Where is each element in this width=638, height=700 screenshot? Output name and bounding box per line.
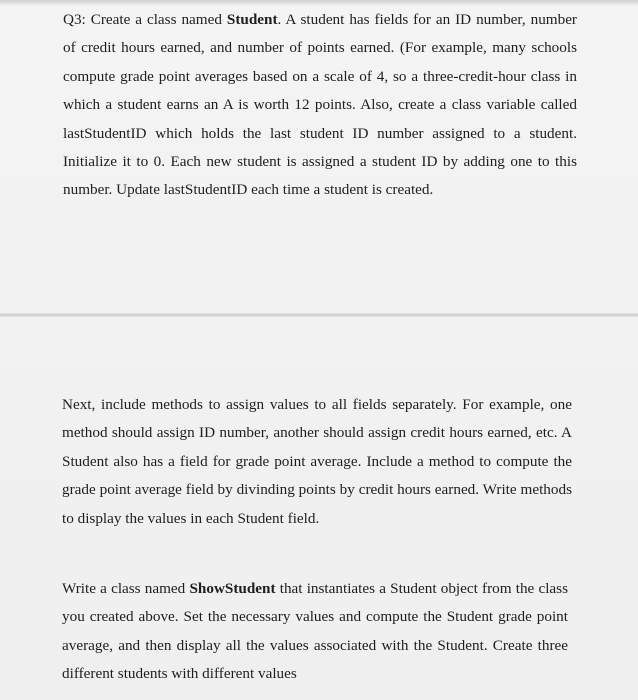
question-text-1: Q3: Create a class named bbox=[63, 11, 227, 28]
student-class-name: Student bbox=[226, 11, 278, 28]
show-text-2: that instantiates a Student object from the class you created above. Set the necessary values and compute the Student grade point average, and then display all the values associated with the Student. Create three different students with different values bbox=[62, 580, 568, 683]
show-student-paragraph bbox=[62, 575, 568, 689]
page-separator bbox=[0, 313, 638, 317]
show-student-class-name: ShowStudent bbox=[189, 580, 276, 597]
question-text-2: . A student has fields for an ID number, number of credit hours earned, and number of points earned. (For example, many schools compute grade point averages based on a scale of 4, so a three-credit-hour class in which a student earns an A is worth 12 points. Also, create a class variable called lastStudentID which holds the last student ID number assigned to a student. Initialize it to 0. Each new student is assigned a student ID by adding one to this number. Update lastStudentID each time a student is created. bbox=[63, 11, 577, 199]
show-text-1: Write a class named bbox=[62, 580, 190, 597]
methods-paragraph: Next, include methods to assign values to all fields separately. For example, one method should assign ID number, another should assign credit hours earned, etc. A Student also has a field for grade point average. Include a method to compute the grade point average field by divinding points by credit hours earned. Write methods to display the values in each Student field. bbox=[62, 396, 572, 527]
question-paragraph bbox=[63, 6, 577, 205]
